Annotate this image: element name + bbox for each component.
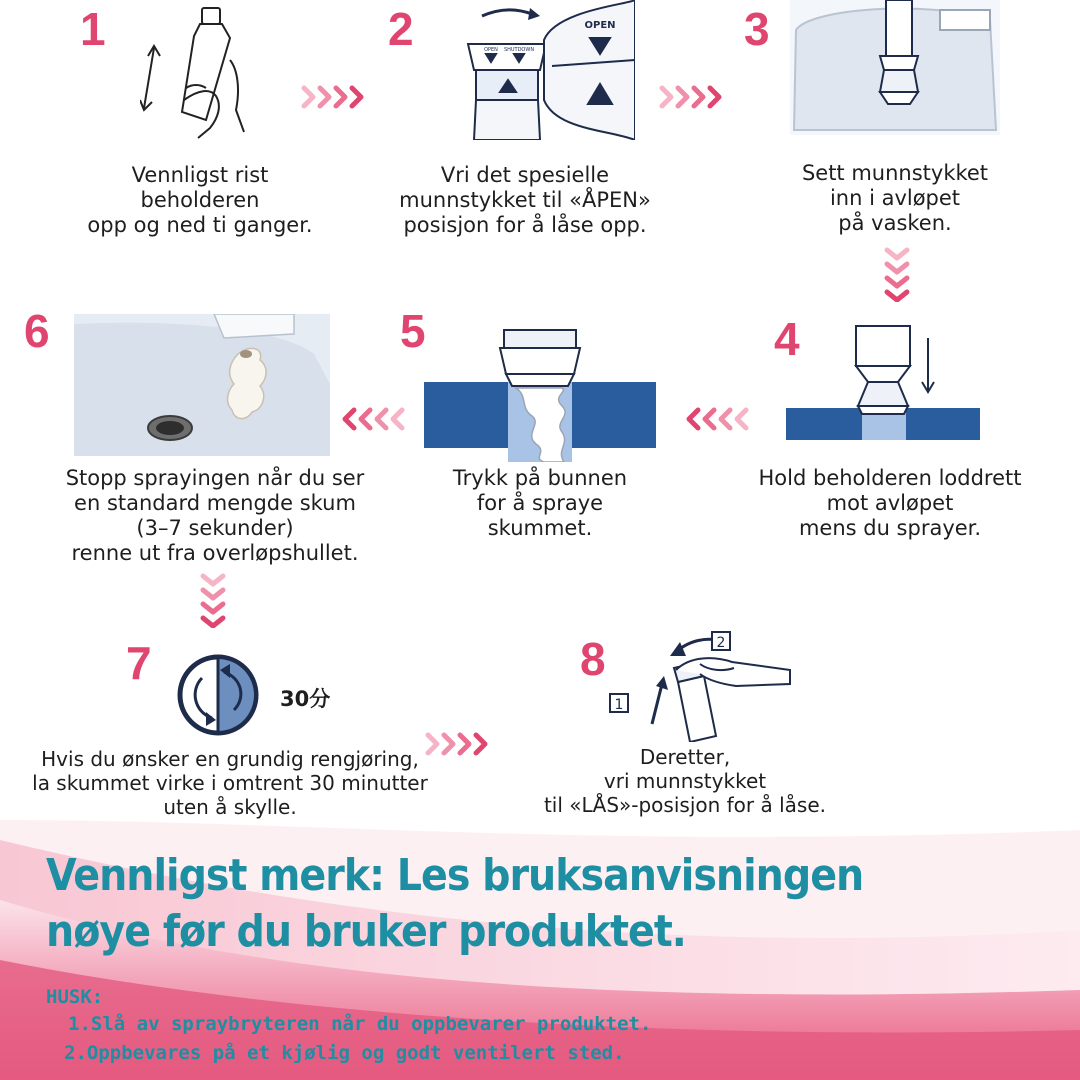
twist-lock-icon: [604, 626, 794, 742]
chevron-right-icon: [424, 731, 498, 757]
step-2-number: 2: [388, 3, 414, 55]
step-8-marker-2: 2: [716, 635, 726, 651]
notice-text: Vennligst merk: Les bruksanvisningen nøye før du bruker produktet.: [46, 850, 864, 957]
open-small-label: OPEN: [484, 47, 498, 53]
chevron-right-icon: [300, 84, 374, 110]
step-8-caption: Deretter, vri munnstykket til «LÅS»-posisjon for å låse.: [543, 745, 827, 817]
step-5-number: 5: [400, 305, 426, 357]
step-8-number: 8: [580, 633, 606, 685]
step-7-number: 7: [126, 637, 152, 689]
timer-icon: [172, 650, 272, 740]
open-label: OPEN: [584, 20, 616, 31]
step-3-caption: Sett munnstykket inn i avløpet på vasken.: [801, 161, 989, 235]
timer-label: 30分: [280, 687, 331, 711]
shake-bottle-icon: [140, 0, 250, 140]
step-4-caption: Hold beholderen loddrett mot avløpet mens du sprayer.: [758, 466, 1022, 540]
sink-drain-icon: [790, 0, 1000, 135]
step-1-number: 1: [80, 3, 106, 55]
remember-title: HUSK:: [46, 986, 104, 1008]
step-8-marker-1: 1: [614, 697, 624, 713]
chevron-left-icon: [676, 406, 750, 432]
chevron-left-icon: [332, 406, 406, 432]
nozzle-open-icon: [460, 0, 635, 140]
shutdown-small-label: SHUTDOWN: [503, 47, 535, 53]
hold-vertical-icon: [786, 318, 980, 448]
chevron-right-icon: [658, 84, 732, 110]
chevron-down-icon: [884, 246, 910, 302]
remember-item-1: 1.Slå av spraybryteren når du oppbevarer produktet.: [68, 1013, 652, 1035]
chevron-down-icon: [200, 572, 226, 628]
remember-item-2: 2.Oppbevares på et kjølig og godt ventilert sted.: [64, 1042, 625, 1064]
sink-overflow-icon: [74, 314, 330, 456]
step-5-caption: Trykk på bunnen for å spraye skummet.: [452, 466, 628, 540]
step-6-caption: Stopp sprayingen når du ser en standard mengde skum (3–7 sekunder) renne ut fra overløpshullet.: [65, 466, 365, 565]
step-3-number: 3: [744, 3, 770, 55]
step-1-caption: Vennligst rist beholderen opp og ned ti ganger.: [87, 163, 313, 237]
step-7-caption: Hvis du ønsker en grundig rengjøring, la skummet virke i omtrent 30 minutter uten å skylle.: [32, 747, 428, 819]
step-4-number: 4: [774, 313, 800, 365]
spray-foam-icon: [424, 326, 656, 462]
step-6-number: 6: [24, 305, 50, 357]
step-2-caption: Vri det spesielle munnstykket til «ÅPEN» posisjon for å låse opp.: [399, 163, 651, 237]
